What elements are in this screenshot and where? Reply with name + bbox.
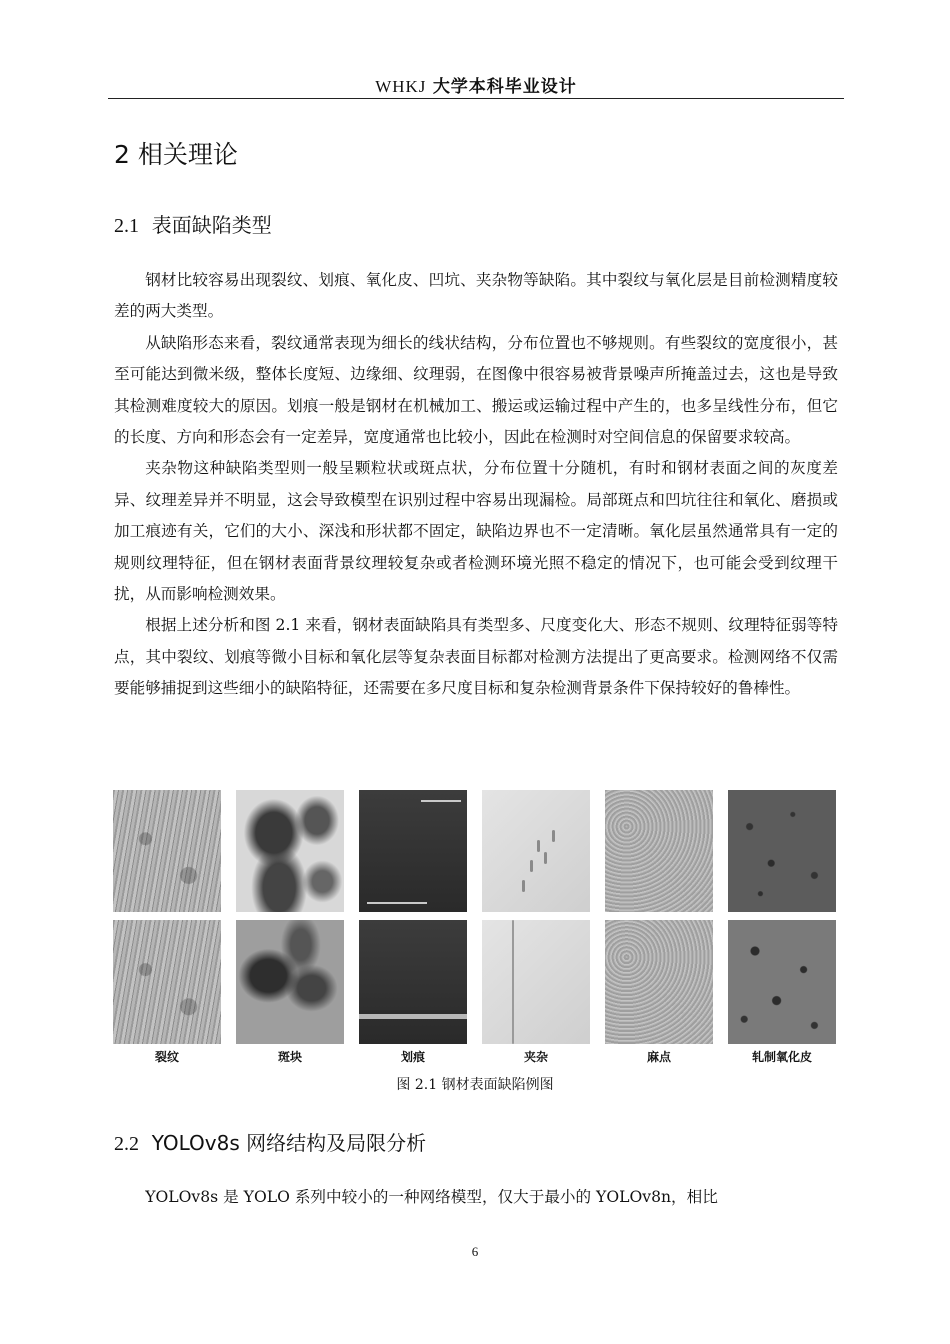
section-number: 2.1 xyxy=(114,215,139,237)
section-heading-2-1 xyxy=(114,209,272,238)
paragraph: YOLOv8s 是 YOLO 系列中较小的一种网络模型，仅大于最小的 YOLOv8n，相比 xyxy=(145,1188,718,1206)
patch-image-1 xyxy=(236,790,344,912)
patch-image-2 xyxy=(236,920,344,1044)
chapter-title: 2 相关理论 xyxy=(114,140,238,169)
scratch-image-2 xyxy=(359,920,467,1044)
defect-labels xyxy=(113,1048,838,1065)
section-title: YOLOv8s 网络结构及局限分析 xyxy=(151,1131,427,1155)
crack-image-2 xyxy=(113,920,221,1044)
label-crack: 裂纹 xyxy=(154,1050,179,1064)
running-header xyxy=(108,72,844,97)
section-number: 2.2 xyxy=(114,1133,139,1155)
label-scratch: 划痕 xyxy=(400,1050,425,1064)
header-title: 大学本科毕业设计 xyxy=(432,77,577,97)
page-number: 6 xyxy=(471,1244,479,1259)
label-oxide-scale: 轧制氧化皮 xyxy=(751,1050,812,1064)
header-rule xyxy=(108,98,844,99)
crack-image-1 xyxy=(113,790,221,912)
paragraph: 根据上述分析和图 2.1 来看，钢材表面缺陷具有类型多、尺度变化大、形态不规则、纹理特征弱等特点，其中裂纹、划痕等微小目标和氧化层等复杂表面目标都对检测方法提出了更高要求。检测网络不仅需要能够捕捉到这些细小的缺陷特征，还需要在多尺度目标和复杂检测背景条件下保持较好的鲁棒性。 xyxy=(114,616,838,698)
section-2-1-body xyxy=(114,265,838,705)
oxide-scale-image-1 xyxy=(728,790,836,912)
inclusion-image-1 xyxy=(482,790,590,912)
paragraph: 夹杂物这种缺陷类型则一般呈颗粒状或斑点状，分布位置十分随机，有时和钢材表面之间的灰度差异、纹理差异并不明显，这会导致模型在识别过程中容易出现漏检。局部斑点和凹坑往往和氧化、磨损或加工痕迹有关，它们的大小、深浅和形状都不固定，缺陷边界也不一定清晰。氧化层虽然通常具有一定的规则纹理特征，但在钢材表面背景纹理较复杂或者检测环境光照不稳定的情况下，也可能会受到纹理干扰，从而影响检测效果。 xyxy=(114,459,838,604)
inclusion-image-2 xyxy=(482,920,590,1044)
figure-caption: 图 2.1 钢材表面缺陷例图 xyxy=(396,1077,554,1093)
label-patch: 斑块 xyxy=(277,1050,302,1064)
label-inclusion: 夹杂 xyxy=(523,1050,548,1064)
defect-image-grid xyxy=(113,790,838,1044)
defect-figure xyxy=(113,790,838,1065)
section-title: 表面缺陷类型 xyxy=(151,213,272,237)
scratch-image-1 xyxy=(359,790,467,912)
pitting-image-2 xyxy=(605,920,713,1044)
label-pitting: 麻点 xyxy=(646,1050,671,1064)
paragraph: 钢材比较容易出现裂纹、划痕、氧化皮、凹坑、夹杂物等缺陷。其中裂纹与氧化层是目前检测精度较差的两大类型。 xyxy=(114,271,838,321)
section-heading-2-2 xyxy=(114,1127,426,1156)
paragraph: 从缺陷形态来看，裂纹通常表现为细长的线状结构，分布位置也不够规则。有些裂纹的宽度很小，甚至可能达到微米级，整体长度短、边缘细、纹理弱，在图像中很容易被背景噪声所掩盖过去，这也是导致其检测难度较大的原因。划痕一般是钢材在机械加工、搬运或运输过程中产生的，也多呈线性分布，但它的长度、方向和形态会有一定差异，宽度通常也比较小，因此在检测时对空间信息的保留要求较高。 xyxy=(114,333,838,447)
pitting-image-1 xyxy=(605,790,713,912)
section-2-2-body xyxy=(114,1182,838,1213)
oxide-scale-image-2 xyxy=(728,920,836,1044)
header-latin: WHKJ xyxy=(375,77,427,96)
